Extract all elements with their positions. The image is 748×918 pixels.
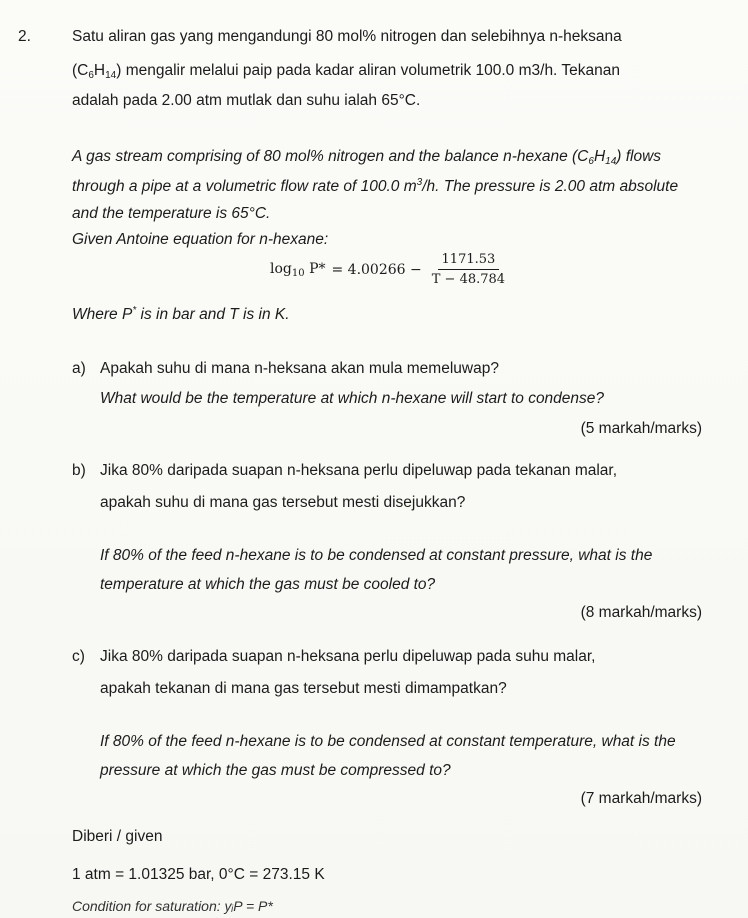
equation-fraction bbox=[428, 252, 509, 287]
english-intro-line-2 bbox=[72, 177, 678, 196]
part-c-malay-1: Jika 80% daripada suapan n-heksana perlu dipeluwap pada suhu malar, bbox=[100, 648, 596, 665]
where-a: Where P bbox=[72, 306, 133, 323]
saturation-condition: Condition for saturation: yᵢP = P* bbox=[72, 898, 273, 914]
part-c-label: c) bbox=[72, 648, 85, 665]
part-c-english-1: If 80% of the feed n-hexane is to be condensed at constant temperature, what is the bbox=[100, 733, 676, 750]
equation-log-base: 10 bbox=[291, 267, 305, 279]
malay-intro-2c: ) mengalir melalui paip pada kadar aliran volumetrik 100.0 m3/h. Tekanan bbox=[116, 62, 620, 79]
malay-intro-line-3: adalah pada 2.00 atm mutlak dan suhu ialah 65°C. bbox=[72, 92, 421, 109]
part-b-label: b) bbox=[72, 462, 86, 479]
given-heading: Diberi / given bbox=[72, 828, 163, 845]
where-b: is in bar and T is in K. bbox=[136, 306, 290, 323]
equation-lhs bbox=[270, 261, 325, 279]
equation-log: log bbox=[270, 260, 292, 277]
part-b-marks: (8 markah/marks) bbox=[580, 604, 702, 621]
english-intro-2a: through a pipe at a volumetric flow rate of 100.0 m bbox=[72, 178, 417, 195]
where-units bbox=[72, 305, 290, 324]
antoine-equation bbox=[270, 252, 509, 287]
english-intro-line-3: and the temperature is 65°C. bbox=[72, 205, 271, 222]
equation-constant: = 4.00266 − bbox=[331, 261, 422, 278]
english-intro-1a: A gas stream comprising of 80 mol% nitrogen and the balance n-hexane (C bbox=[72, 148, 589, 165]
part-a-english: What would be the temperature at which n-hexane will start to condense? bbox=[100, 390, 605, 407]
part-c-english-2: pressure at which the gas must be compressed to? bbox=[100, 762, 451, 779]
malay-intro-sub-6: 6 bbox=[88, 70, 94, 81]
english-intro-1c: ) flows bbox=[616, 148, 662, 165]
english-intro-sub-14: 14 bbox=[605, 156, 617, 167]
english-intro-line-1 bbox=[72, 148, 661, 167]
english-intro-sub-6: 6 bbox=[588, 156, 594, 167]
part-b-malay-2: apakah suhu di mana gas tersebut mesti disejukkan? bbox=[100, 494, 466, 511]
malay-intro-2a: (C bbox=[72, 62, 89, 79]
malay-intro-2b: H bbox=[93, 62, 106, 79]
part-c-malay-2: apakah tekanan di mana gas tersebut mesti dimampatkan? bbox=[100, 680, 507, 697]
part-a-marks: (5 markah/marks) bbox=[580, 420, 702, 437]
malay-intro-sub-14: 14 bbox=[105, 70, 117, 81]
question-number: 2. bbox=[18, 28, 31, 45]
where-sup: * bbox=[132, 305, 137, 316]
part-c-marks: (7 markah/marks) bbox=[580, 790, 702, 807]
equation-var: P* bbox=[309, 260, 326, 277]
given-conversions: 1 atm = 1.01325 bar, 0°C = 273.15 K bbox=[72, 866, 325, 883]
english-intro-1b: H bbox=[593, 148, 606, 165]
part-a-label: a) bbox=[72, 360, 86, 377]
part-b-english-2: temperature at which the gas must be cooled to? bbox=[100, 576, 436, 593]
part-a-malay: Apakah suhu di mana n-heksana akan mula memeluwap? bbox=[100, 360, 499, 377]
given-antoine: Given Antoine equation for n-hexane: bbox=[72, 231, 329, 248]
part-b-malay-1: Jika 80% daripada suapan n-heksana perlu dipeluwap pada tekanan malar, bbox=[100, 462, 618, 479]
english-intro-sup-3: 3 bbox=[416, 177, 423, 188]
malay-intro-line-2 bbox=[72, 62, 620, 81]
malay-intro-line-1: Satu aliran gas yang mengandungi 80 mol% nitrogen dan selebihnya n-heksana bbox=[72, 28, 622, 45]
part-b-english-1: If 80% of the feed n-hexane is to be condensed at constant pressure, what is the bbox=[100, 547, 653, 564]
english-intro-2b: /h. The pressure is 2.00 atm absolute bbox=[422, 178, 679, 195]
equation-denominator: T − 48.784 bbox=[431, 272, 506, 287]
equation-numerator: 1171.53 bbox=[438, 252, 500, 270]
